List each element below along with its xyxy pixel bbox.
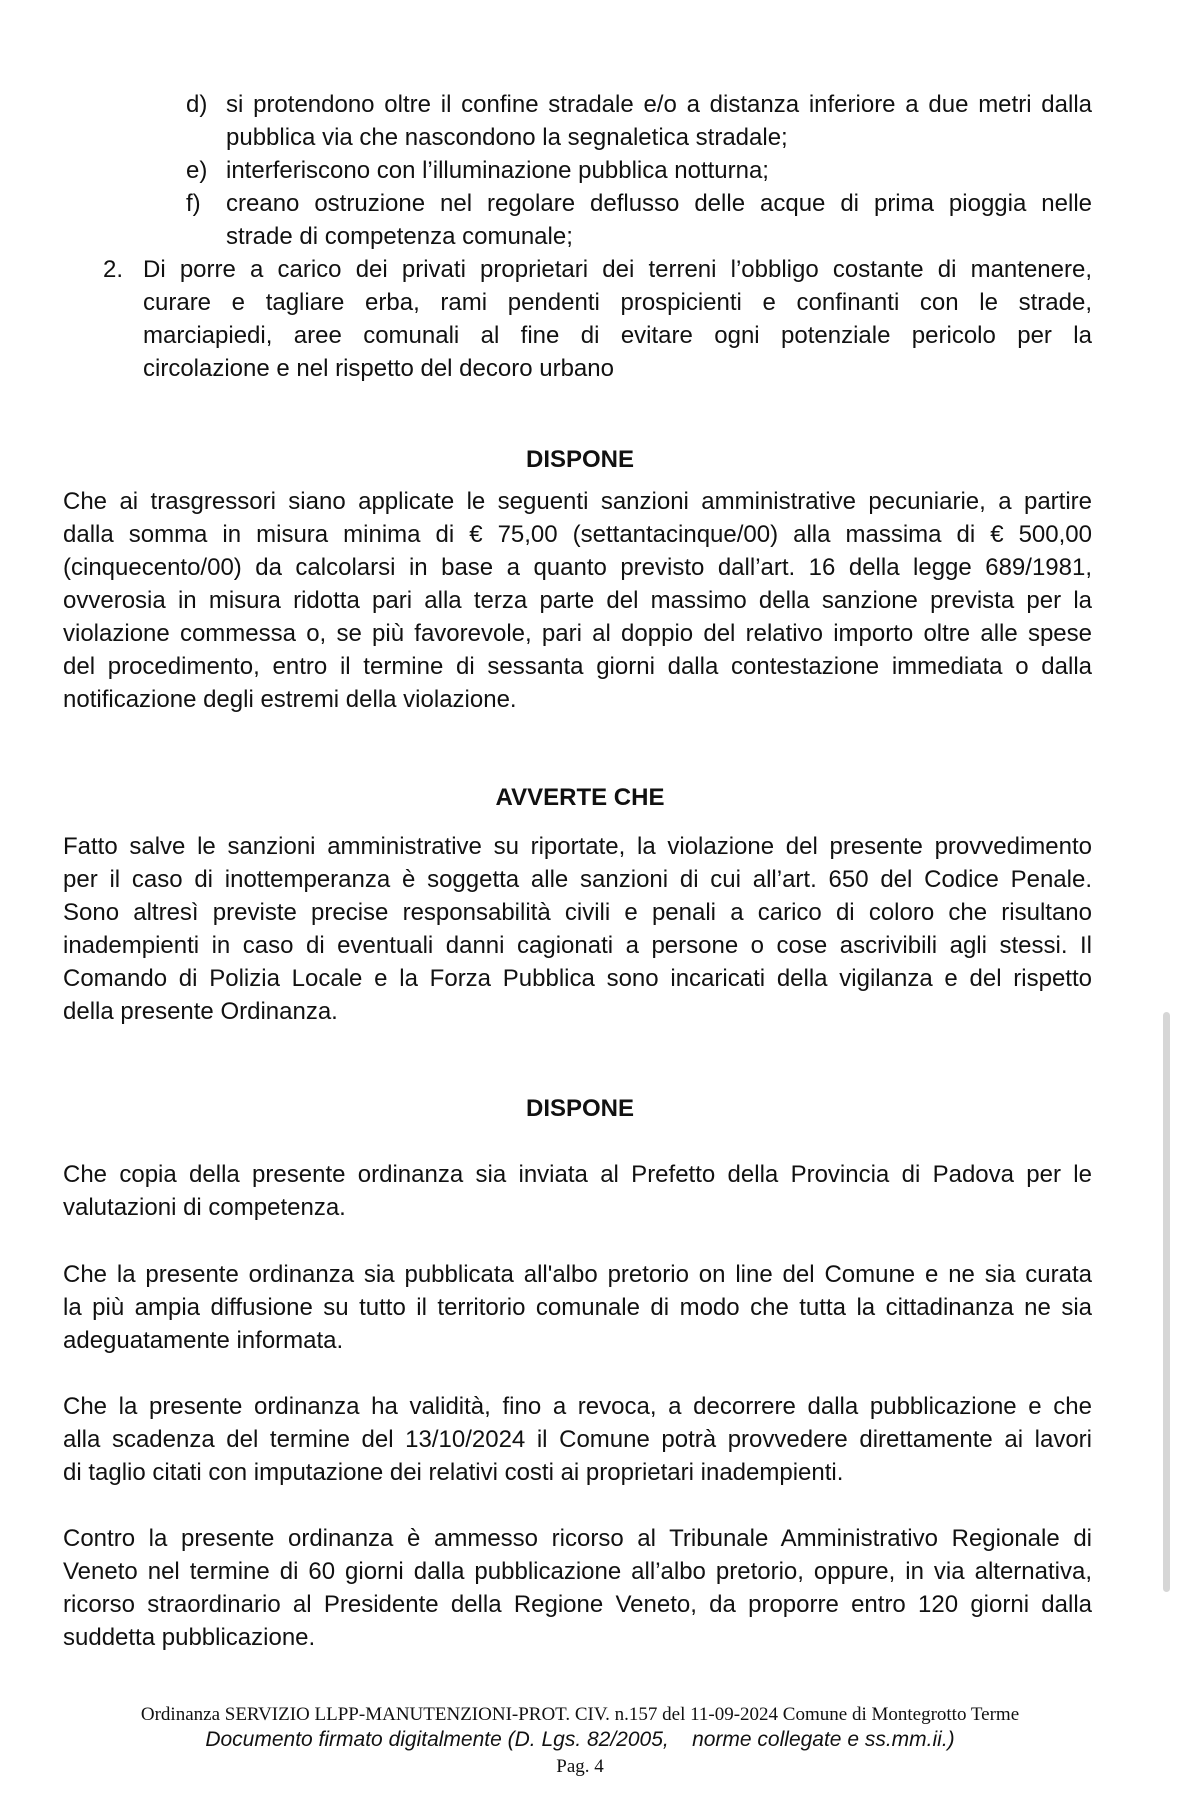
avverte-line-6: della presente Ordinanza. (63, 998, 338, 1025)
section-heading-dispone-2: DISPONE (525, 1095, 635, 1122)
point-2-line-1: Di porre a carico dei privati proprietari dei terreni l’obbligo costante di mantenere, (143, 256, 1092, 283)
dispone-2-p2-line-1: Che la presente ordinanza sia pubblicata all'albo pretorio on line del Comune e ne sia curata (63, 1261, 1092, 1288)
avverte-line-2: per il caso di inottemperanza è soggetta alle sanzioni di cui all’art. 650 del Codice Penale. (63, 866, 1092, 893)
list-marker-f: f) (186, 190, 201, 217)
section-heading-avverte-che: AVVERTE CHE (495, 784, 665, 811)
dispone-2-p1-line-1: Che copia della presente ordinanza sia inviata al Prefetto della Provincia di Padova per le (63, 1161, 1092, 1188)
dispone-1-line-7: notificazione degli estremi della violazione. (63, 686, 517, 713)
list-marker-d: d) (186, 91, 208, 118)
dispone-2-p2-line-3: adeguatamente informata. (63, 1327, 344, 1354)
dispone-2-p3-line-1: Che la presente ordinanza ha validità, fino a revoca, a decorrere dalla pubblicazione e che (63, 1393, 1092, 1420)
dispone-2-p3-line-3: di taglio citati con imputazione dei relativi costi ai proprietari inadempienti. (63, 1459, 844, 1486)
dispone-2-p4-line-1: Contro la presente ordinanza è ammesso ricorso al Tribunale Amministrativo Regionale di (63, 1525, 1092, 1552)
list-marker-e: e) (186, 157, 208, 184)
avverte-line-1: Fatto salve le sanzioni amministrative su riportate, la violazione del presente provvedimento (63, 833, 1092, 860)
dispone-1-line-1: Che ai trasgressori siano applicate le seguenti sanzioni amministrative pecuniarie, a partire (63, 488, 1092, 515)
point-2-marker: 2. (103, 256, 124, 283)
dispone-2-p4-line-2: Veneto nel termine di 60 giorni dalla pubblicazione all’albo pretorio, oppure, in via alternativa, (63, 1558, 1092, 1585)
point-2-line-3: marciapiedi, aree comunali al fine di evitare ogni potenziale pericolo per la (143, 322, 1092, 349)
vertical-scrollbar-thumb[interactable] (1163, 1012, 1170, 1592)
list-item-f-line-1: creano ostruzione nel regolare deflusso delle acque di prima pioggia nelle (226, 190, 1092, 217)
list-item-e-line-1: interferiscono con l’illuminazione pubblica notturna; (226, 157, 769, 184)
dispone-2-p4-line-4: suddetta pubblicazione. (63, 1624, 316, 1651)
avverte-line-4: inadempienti in caso di eventuali danni cagionati a persone o cose ascrivibili agli stessi. Il (63, 932, 1092, 959)
dispone-1-line-3: (cinquecento/00) da calcolarsi in base a quanto previsto dall’art. 16 della legge 689/1981, (63, 554, 1092, 581)
section-heading-dispone-1: DISPONE (525, 446, 635, 473)
avverte-line-5: Comando di Polizia Locale e la Forza Pubblica sono incaricati della vigilanza e del rispetto (63, 965, 1092, 992)
list-item-f-line-2: strade di competenza comunale; (226, 223, 573, 250)
footer-digital-signature-note: Documento firmato digitalmente (D. Lgs. 82/2005, norme collegate e ss.mm.ii.) (205, 1728, 955, 1751)
dispone-2-p4-line-3: ricorso straordinario al Presidente della Regione Veneto, da proporre entro 120 giorni dalla (63, 1591, 1092, 1618)
list-item-d-line-2: pubblica via che nascondono la segnaletica stradale; (226, 124, 788, 151)
point-2-line-2: curare e tagliare erba, rami pendenti prospicienti e confinanti con le strade, (143, 289, 1092, 316)
dispone-2-p2-line-2: la più ampia diffusione su tutto il territorio comunale di modo che tutta la cittadinanza ne sia (63, 1294, 1092, 1321)
dispone-1-line-5: violazione commessa o, se più favorevole, pari al doppio del relativo importo oltre alle spese (63, 620, 1092, 647)
footer-ordinance-reference: Ordinanza SERVIZIO LLPP-MANUTENZIONI-PROT. CIV. n.157 del 11-09-2024 Comune di Montegrotto Terme (140, 1704, 1020, 1725)
dispone-1-line-6: del procedimento, entro il termine di sessanta giorni dalla contestazione immediata o dalla (63, 653, 1092, 680)
point-2-line-4: circolazione e nel rispetto del decoro urbano (143, 355, 614, 382)
footer-page-number: Pag. 4 (556, 1756, 604, 1777)
dispone-1-line-2: dalla somma in misura minima di € 75,00 (settantacinque/00) alla massima di € 500,00 (63, 521, 1092, 548)
dispone-2-p3-line-2: alla scadenza del termine del 13/10/2024 il Comune potrà provvedere direttamente ai lavori (63, 1426, 1092, 1453)
dispone-2-p1-line-2: valutazioni di competenza. (63, 1194, 346, 1221)
avverte-line-3: Sono altresì previste precise responsabilità civili e penali a carico di coloro che risultano (63, 899, 1092, 926)
list-item-d-line-1: si protendono oltre il confine stradale e/o a distanza inferiore a due metri dalla (226, 91, 1092, 118)
dispone-1-line-4: ovverosia in misura ridotta pari alla terza parte del massimo della sanzione prevista per la (63, 587, 1092, 614)
